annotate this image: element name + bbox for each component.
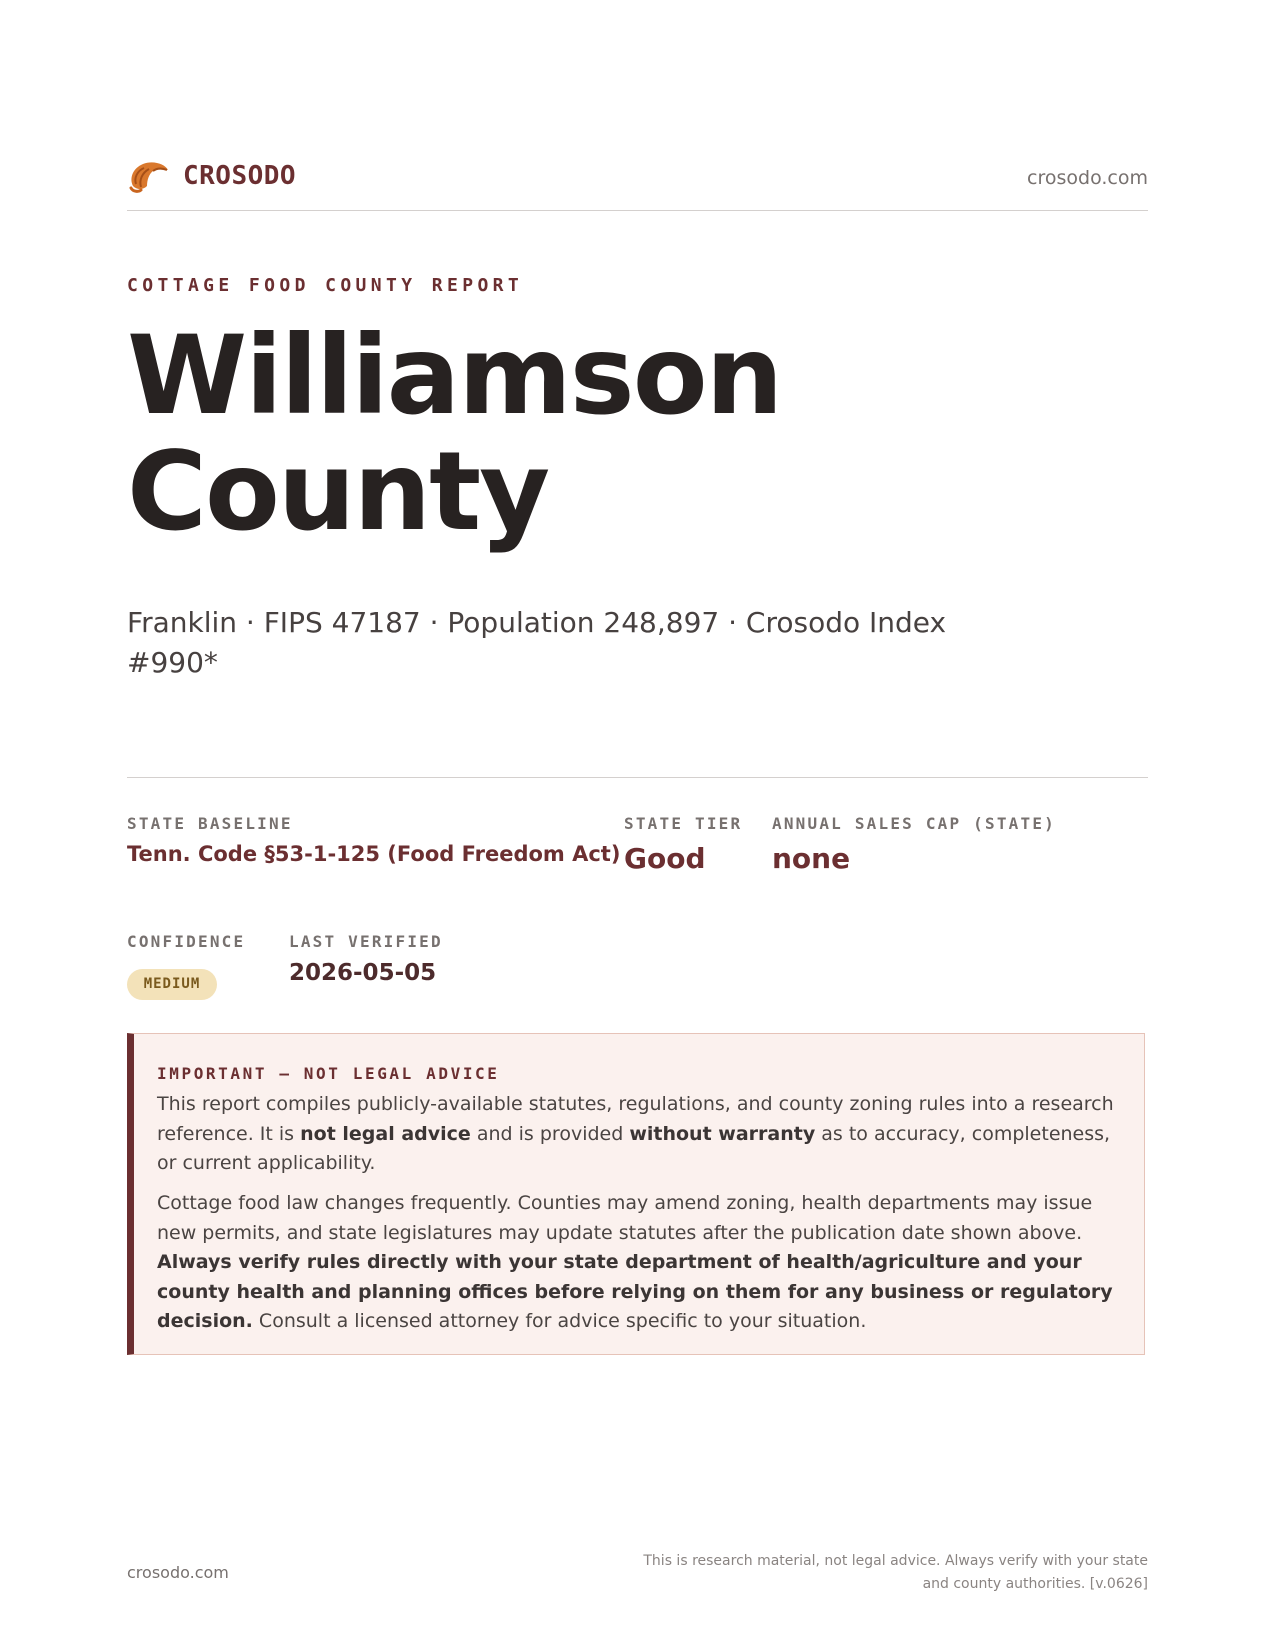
title-line-1: Williamson — [127, 312, 782, 439]
page-title — [127, 312, 1127, 555]
notice-paragraph-1 — [157, 1090, 1122, 1179]
last-verified-label: LAST VERIFIED — [289, 932, 443, 951]
report-page — [127, 0, 1148, 1650]
state-baseline-label: STATE BASELINE — [127, 814, 293, 833]
confidence-label: CONFIDENCE — [127, 932, 246, 951]
brand-name: CROSODO — [183, 161, 297, 191]
notice-text: Consult a licensed attorney for advice specific to your situation. — [252, 1310, 867, 1332]
footer-disclaimer: This is research material, not legal advice. Always verify with your state and county authorities. [v.0626] — [643, 1553, 1148, 1592]
notice-text: This report compiles publicly-available statutes, regulations, and county zoning rules into a research reference. It is — [157, 1093, 1114, 1145]
state-tier-label: STATE TIER — [624, 814, 743, 833]
notice-paragraph-2 — [157, 1189, 1122, 1337]
title-line-2: County — [127, 428, 549, 555]
report-subtitle: Franklin · FIPS 47187 · Population 248,897 · Crosodo Index #990* — [127, 606, 947, 679]
notice-text: and is provided — [470, 1122, 630, 1145]
last-verified-value: 2026-05-05 — [289, 960, 437, 986]
notice-text: Cottage food law changes frequently. Counties may amend zoning, health departments may issue new permits, and state legislatures may update statutes after the publication date shown above. — [157, 1192, 1093, 1244]
sales-cap-label: ANNUAL SALES CAP (STATE) — [772, 814, 1056, 833]
notice-title: IMPORTANT — NOT LEGAL ADVICE — [157, 1064, 500, 1083]
footer-url[interactable]: crosodo.com — [127, 1563, 229, 1582]
state-tier-value: Good — [624, 842, 706, 875]
sales-cap-value: none — [772, 842, 851, 875]
croissant-icon — [127, 156, 171, 196]
section-divider — [127, 777, 1148, 778]
state-baseline-value: Tenn. Code §53-1-125 (Food Freedom Act) — [127, 842, 621, 866]
report-eyebrow: COTTAGE FOOD COUNTY REPORT — [127, 275, 524, 296]
confidence-badge: MEDIUM — [127, 969, 217, 1000]
notice-emphasis: not legal advice — [300, 1122, 471, 1145]
brand[interactable] — [127, 156, 296, 196]
notice-text: as to accuracy, completeness, or current applicability. — [157, 1122, 1111, 1174]
notice-emphasis: without warranty — [629, 1122, 816, 1145]
page-header — [127, 152, 1148, 211]
notice-emphasis: Always verify rules directly with your state department of health/agriculture and your county health and planning offices before relying on them for any business or regulatory decision. — [157, 1251, 1113, 1332]
legal-notice — [127, 1033, 1145, 1355]
header-url[interactable]: crosodo.com — [1027, 167, 1148, 189]
